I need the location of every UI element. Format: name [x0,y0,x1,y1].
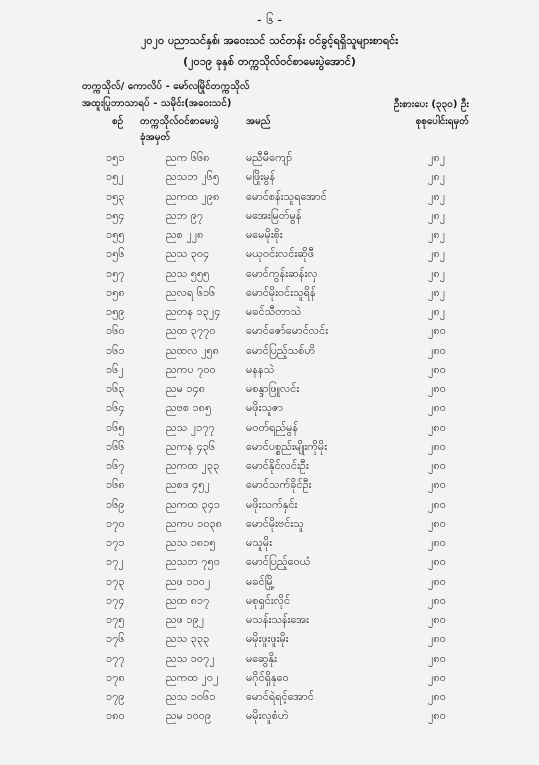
roll-number-cell: ညထ ၃၇၇၀ [166,324,216,338]
roll-number-cell: ညသ ၅၅၅ [166,266,210,280]
roll-number-cell: ညသ ၁၀၆၁ [166,690,216,703]
table-row [0,689,539,708]
roll-number-cell: ညဘ ၉၇ [166,208,204,222]
roll-number-cell: ညကထ ၂၃၃ [166,459,220,472]
marks-cell: ၂၈၀ [428,516,446,530]
marks-cell: ၂၈၀ [428,324,446,338]
table-row [0,343,539,362]
serial-cell: ၁၇၆ [106,632,125,646]
serial-cell: ၁၈၀ [106,709,125,723]
document-subtitle: (၂၀၁၉ ခုနှစ် တက္ကသိုလ်ဝင်စာမေးပွဲအောင်) [183,55,356,68]
marks-cell: ၂၈၀ [428,536,446,549]
name-cell: မခင်မြို့ [246,574,275,588]
name-cell: မဖြိုးမွန် [246,170,276,184]
table-row [0,612,539,631]
roll-number-cell: ညသ ၃၀၄ [166,247,210,261]
name-cell: မောင်ကွန်းဆန်းလှ [246,266,318,280]
name-cell: မဖိုးသက်နှင်း [246,497,298,511]
table-row [0,304,539,323]
name-cell: မောင်မိုးဝင်းသူရိန် [246,285,316,299]
marks-cell: ၂၈၀ [428,459,446,472]
name-cell: မဖိုးသူဇာ [246,401,284,415]
name-cell: မောင်စန်းသူရအောင် [246,189,327,203]
serial-cell: ၁၆၇ [106,459,125,472]
serial-cell: ၁၇၈ [106,670,125,684]
roll-number-cell: ညမ ၁၄၈ [166,382,206,395]
serial-cell: ၁၅၁ [106,151,125,164]
name-cell: မမေမိုးစိုး [246,228,283,241]
name-cell: မခင်သီတာသဲ [246,305,302,318]
marks-cell: ၂၈၀ [428,593,446,607]
marks-cell: ၂၈၂ [428,208,446,222]
roll-number-cell: ညသ ၁၀၇၂ [166,651,215,665]
serial-cell: ၁၆၃ [106,382,125,395]
serial-cell: ၁၆၅ [106,420,125,434]
roll-number-cell: ညထလ ၂၅၈ [166,343,219,357]
serial-header: စဉ် [112,116,124,127]
serial-cell: ၁၆၆ [106,439,125,453]
name-cell: မောင်ရဲရင့်အောင် [246,690,314,703]
marks-cell: ၂၈၀ [428,574,446,588]
serial-cell: ၁၅၇ [106,266,125,280]
name-cell: မောင်ပြည့်ဝေယံ [246,555,311,569]
marks-cell: ၂၈၂ [428,170,446,184]
roll-number-cell: ညကထ ၃၄၁ [166,497,221,511]
roll-number-cell: ညသ ၃၃၃ [166,632,210,646]
marks-cell: ၂၈၀ [428,439,446,453]
marks-cell: ၂၈၂ [428,285,446,299]
results-table [0,150,539,728]
roll-number-cell: ညသ ၂၁၇၇ [166,420,215,434]
table-row [0,593,539,612]
name-cell: မသူမိုး [246,536,272,549]
serial-cell: ၁၅၈ [106,285,125,299]
table-row [0,439,539,458]
marks-cell: ၂၈၀ [428,632,446,646]
name-cell: မောင်ပစ္စည်းမျိုးကိုမိုး [246,439,328,453]
name-cell: မောင်မိုးဗင်းသူ [246,516,304,530]
name-cell: မသန်းသန်းအေး [246,613,309,626]
serial-cell: ၁၅၃ [106,189,125,203]
serial-cell: ၁၅၂ [106,170,124,184]
serial-cell: ၁၇၁ [106,536,125,549]
roll-number-cell: ညမ ၁၀၀၉ [166,709,212,723]
name-cell: မဝတ်ရည်မွန် [246,420,299,434]
roll-number-cell: ညတန ၁၃၂၄ [166,305,221,318]
table-row [0,651,539,670]
major-line: အထူးပြုဘာသာရပ် - သမိုင်း(အဝေးသင်) [82,98,232,109]
name-cell: မဂိုင်ရှိနုဝေ [246,670,289,684]
name-cell: မမိုးဖူးဖူးမိုး [246,632,289,646]
serial-cell: ၁၇၇ [106,651,125,665]
marks-cell: ၂၈၀ [428,362,446,376]
table-row [0,381,539,400]
table-row [0,285,539,304]
marks-cell: ၂၈၀ [428,690,446,703]
roll-number-cell: ညထ ၈၁၇ [166,593,210,607]
roll-number-cell: ညဖ ၁၁၀၂ [166,574,211,588]
table-row [0,323,539,342]
name-cell: မောင်နိုင်လင်းဦး [246,459,309,472]
serial-cell: ၁၆၈ [106,478,125,492]
table-row [0,189,539,208]
table-row [0,400,539,419]
table-row [0,574,539,593]
marks-cell: ၂၈၀ [428,613,446,626]
roll-number-cell: ညဗစ ၁၈၅ [166,401,212,415]
name-cell: မောင်ပြည့်သစ်ဟိ [246,343,316,357]
table-row [0,477,539,496]
name-header: အမည် [246,116,271,127]
name-cell: မညီမီကျော် [246,151,293,164]
name-cell: မစန္ဒာဖြူလင်း [246,382,300,395]
table-row [0,516,539,535]
roll-number-cell: ညစ ၂၂၈ [166,228,204,241]
serial-cell: ၁၆၉ [106,497,125,511]
roll-number-cell: ညဖ ၁၉၂ [166,613,205,626]
serial-cell: ၁၇၃ [106,574,125,588]
name-cell: မောင်ဇော်မောင်လင်း [246,324,329,338]
roll-number-cell: ညသ ၁၈၁၅ [166,536,216,549]
serial-cell: ၁၇၂ [106,555,124,569]
table-row [0,362,539,381]
roll-number-cell: ညကပ ၁၀၃၈ [166,516,223,530]
serial-cell: ၁၅၉ [106,305,125,318]
serial-cell: ၁၇၅ [106,613,125,626]
marks-cell: ၂၈၀ [428,497,446,511]
university-line: တက္ကသိုလ်/ ကောလိပ် - မော်လမြိုင်တက္ကသိုလ် [82,81,250,92]
marks-cell: ၂၈၀ [428,555,446,569]
table-row [0,631,539,650]
marks-cell: ၂၈၂ [428,247,446,261]
roll-number-cell: ညလရ ၆၁၆ [166,285,216,299]
serial-cell: ၁၆၁ [106,343,125,357]
table-row [0,497,539,516]
marks-cell: ၂၈၀ [428,382,446,395]
table-row [0,420,539,439]
roll-header: တက္ကသိုလ်ဝင်စာမေးပွဲ [140,116,219,127]
name-cell: မနနသဲ [246,362,275,376]
marks-cell: ၂၈၀ [428,709,446,723]
serial-cell: ၁၇၉ [106,690,125,703]
quota-header: ဦးစားပေး (၃၃၀) ဦး [393,99,469,110]
document-title: ၂၀၂၀ ပညာသင်နှစ်၊ အဝေးသင် သင်တန်း ဝင်ခွင့်ရရှိသူများစာရင်း [140,34,399,47]
marks-cell: ၂၈၀ [428,401,446,415]
name-cell: မယုဝင်းလင်းဆိုဖီ [246,247,315,261]
marks-cell: ၂၈၂ [428,151,446,164]
serial-cell: ၁၅၆ [106,247,125,261]
roll-header-line2: ခုံအမှတ် [140,132,171,143]
roll-number-cell: ညကထ ၂၀၂ [166,670,219,684]
name-cell: မောင်သက်ခိုင်ဦး [246,478,312,492]
table-row [0,670,539,689]
marks-cell: ၂၈၂ [428,228,446,241]
marks-cell: ၂၈၂ [428,189,446,203]
table-row [0,266,539,285]
serial-cell: ၁၆၀ [106,324,125,338]
roll-number-cell: ညသဘ ၇၅၀ [166,555,220,569]
name-cell: မမိုးလူစံဟဲ [246,709,289,723]
table-row [0,208,539,227]
table-row [0,554,539,573]
serial-cell: ၁၇၄ [106,593,125,607]
serial-cell: ၁၇၀ [106,516,125,530]
serial-cell: ၁၆၄ [106,401,125,415]
roll-number-cell: ညစဒ ၄၅၂ [166,478,210,492]
marks-cell: ၂၈၂ [428,305,446,318]
page-number: - ၆ - [257,13,282,28]
table-row [0,150,539,169]
roll-number-cell: ညကန ၄၃၆ [166,439,216,453]
table-row [0,246,539,265]
table-row [0,227,539,246]
roll-number-cell: ညကပ ၇၀၀ [166,362,216,376]
roll-number-cell: ညက ၆၆၈ [166,151,210,164]
roll-number-cell: ညကထ ၂၉၈ [166,189,220,203]
marks-cell: ၂၈၀ [428,420,446,434]
marks-cell: ၂၈၀ [428,478,446,492]
serial-cell: ၁၆၂ [106,362,124,376]
table-row [0,458,539,477]
name-cell: မအေးမြတ်မွန် [246,208,302,222]
name-cell: မစုရှင်းလိုင် [246,593,291,607]
serial-cell: ၁၅၅ [106,228,125,241]
marks-cell: ၂၈၀ [428,343,446,357]
serial-cell: ၁၅၄ [106,208,125,222]
marks-cell: ၂၈၂ [428,266,446,280]
marks-header: စုစုပေါင်းရမှတ် [415,116,469,127]
table-row [0,708,539,727]
marks-cell: ၂၈၀ [428,670,446,684]
table-row [0,169,539,188]
marks-cell: ၂၈၀ [428,651,446,665]
roll-number-cell: ညသဘ ၂၆၅ [166,170,220,184]
name-cell: မဆွေနိုး [246,651,277,665]
table-row [0,535,539,554]
